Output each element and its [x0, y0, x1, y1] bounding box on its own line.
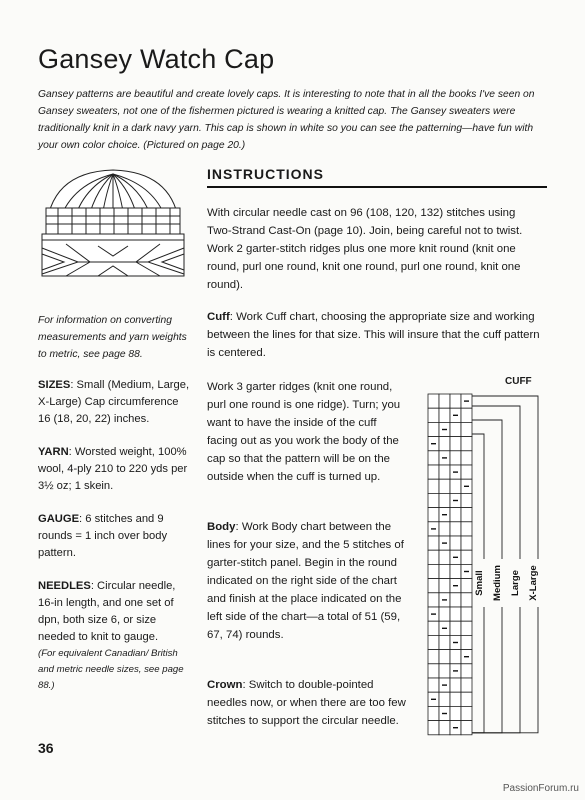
chart-cell: [428, 593, 439, 607]
chart-cell: [461, 635, 472, 649]
chart-cell: [450, 650, 461, 664]
chart-cell: [439, 635, 450, 649]
chart-cell: [450, 508, 461, 522]
chart-cell: [461, 664, 472, 678]
instructions-heading: INSTRUCTIONS: [207, 166, 324, 182]
chart-cell: [428, 550, 439, 564]
cuff-chart-title: CUFF: [505, 376, 532, 387]
chart-cell: [428, 508, 439, 522]
chart-cell: [428, 579, 439, 593]
chart-cell: [461, 522, 472, 536]
chart-cell: [450, 422, 461, 436]
chart-cell: [439, 493, 450, 507]
chart-cell: [461, 508, 472, 522]
chart-cell: [428, 394, 439, 408]
chart-cell: [450, 621, 461, 635]
chart-cell: [428, 536, 439, 550]
metric-note: For information on converting measurements and yarn weights to metric, see page 88.: [38, 315, 187, 360]
chart-cell: [450, 678, 461, 692]
cuff-paragraph: [207, 308, 542, 362]
chart-cell: [461, 451, 472, 465]
cuff-chart: [422, 388, 552, 740]
body-text: : Work Body chart between the lines for your size, and the 5 stitches of garter-stitch panel. Begin in the round indicated on the right side of the chart and finish at the place indicated on the left side of the chart—a total of 51 (59, 67, 74) rounds.: [207, 521, 404, 641]
sizes-text: : Small (Medium, Large, X-Large) Cap circumference 16 (18, 20, 22) inches.: [38, 379, 190, 425]
chart-cell: [461, 721, 472, 735]
body-label: Body: [207, 521, 236, 533]
chart-cell: [461, 536, 472, 550]
yarn-text: : Worsted weight, 100% wool, 4-ply 210 to 220 yds per 3½ oz; 1 skein.: [38, 446, 188, 492]
chart-cell: [439, 408, 450, 422]
chart-cell: [450, 437, 461, 451]
chart-cell: [428, 621, 439, 635]
crown-text: : Switch to double-pointed needles now, or when there are too few stitches to support the circular needle.: [207, 679, 406, 727]
chart-cell: [439, 437, 450, 451]
sizes-spec: [38, 377, 190, 428]
chart-cell: [461, 692, 472, 706]
yarn-spec: [38, 444, 190, 495]
chart-cell: [439, 394, 450, 408]
chart-cell: [428, 564, 439, 578]
page-title: Gansey Watch Cap: [38, 44, 275, 74]
garter-paragraph: Work 3 garter ridges (knit one round, purl one round is one ridge). Turn; you want to have the inside of the cuff facing out as you work the body of the cap so that the pattern will be on the outside when the cuff is turned up.: [207, 381, 401, 483]
chart-cell: [428, 650, 439, 664]
chart-cell: [461, 493, 472, 507]
chart-cell: [461, 437, 472, 451]
chart-cell: [439, 664, 450, 678]
needles-text: : Circular needle, 16-in length, and one set of dpn, both size 6, or size needed to knit to gauge.: [38, 580, 176, 643]
body-paragraph: [207, 518, 407, 644]
needles-spec: [38, 578, 190, 694]
crown-label: Crown: [207, 679, 243, 691]
page-number: 36: [38, 740, 54, 756]
chart-cell: [450, 536, 461, 550]
chart-cell: [461, 465, 472, 479]
chart-cell: [461, 593, 472, 607]
chart-cell: [439, 607, 450, 621]
chart-cell: [428, 451, 439, 465]
gauge-spec: [38, 511, 190, 562]
chart-cell: [461, 579, 472, 593]
yarn-label: YARN: [38, 446, 69, 458]
sizes-label: SIZES: [38, 379, 71, 391]
chart-cell: [439, 650, 450, 664]
size-label: Small: [474, 570, 485, 596]
chart-cell: [439, 564, 450, 578]
chart-cell: [439, 579, 450, 593]
needles-note: (For equivalent Canadian/ British and metric needle sizes, see page 88.): [38, 648, 184, 691]
chart-cell: [428, 678, 439, 692]
heading-rule: [207, 186, 547, 188]
chart-cell: [439, 550, 450, 564]
chart-cell: [428, 479, 439, 493]
chart-cell: [428, 706, 439, 720]
chart-cell: [450, 607, 461, 621]
chart-cell: [450, 692, 461, 706]
chart-cell: [450, 564, 461, 578]
chart-cell: [461, 706, 472, 720]
size-label: Medium: [492, 565, 503, 601]
chart-cell: [439, 465, 450, 479]
chart-cell: [450, 706, 461, 720]
chart-cell: [428, 635, 439, 649]
chart-cell: [461, 678, 472, 692]
size-label: Large: [510, 570, 521, 596]
chart-cell: [439, 522, 450, 536]
chart-cell: [428, 721, 439, 735]
chart-cell: [439, 479, 450, 493]
chart-cell: [428, 408, 439, 422]
chart-cell: [450, 394, 461, 408]
cuff-label: Cuff: [207, 311, 230, 323]
gauge-text: : 6 stitches and 9 rounds = 1 inch over body pattern.: [38, 513, 168, 559]
watermark: PassionForum.ru: [502, 783, 579, 794]
chart-cell: [461, 408, 472, 422]
chart-cell: [428, 422, 439, 436]
cuff-text: : Work Cuff chart, choosing the appropriate size and working between the lines for that size. This will insure that the cuff pattern is centered.: [207, 311, 540, 359]
chart-cell: [450, 593, 461, 607]
chart-cell: [428, 465, 439, 479]
size-label: X-Large: [528, 565, 539, 601]
chart-cell: [450, 451, 461, 465]
intro-paragraph: Gansey patterns are beautiful and create lovely caps. It is interesting to note that in all the books I've seen on Gansey sweaters, not one of the fishermen pictured is wearing a knitted cap. The Gansey sweaters were traditionally knit in a dark navy yarn. This cap is shown in white so you can see the patterning—have fun with your own color choice. (Pictured on page 20.): [38, 89, 535, 151]
chart-cell: [428, 493, 439, 507]
chart-cell: [461, 607, 472, 621]
chart-cell: [461, 621, 472, 635]
gauge-label: GAUGE: [38, 513, 80, 525]
cast-on-paragraph: With circular needle cast on 96 (108, 120, 132) stitches using Two-Strand Cast-On (page 10). Join, being careful not to twist. Work 2 garter-stitch ridges plus one more knit round (knit one round, purl one round, knit one round, purl one round, knit one round).: [207, 207, 523, 291]
chart-cell: [428, 664, 439, 678]
crown-paragraph: [207, 676, 407, 730]
chart-cell: [439, 721, 450, 735]
chart-cell: [461, 550, 472, 564]
cap-illustration: [38, 164, 188, 280]
chart-cell: [461, 422, 472, 436]
chart-cell: [450, 479, 461, 493]
needles-label: NEEDLES: [38, 580, 91, 592]
chart-cell: [439, 692, 450, 706]
sidebar: [38, 312, 190, 710]
chart-cell: [450, 522, 461, 536]
